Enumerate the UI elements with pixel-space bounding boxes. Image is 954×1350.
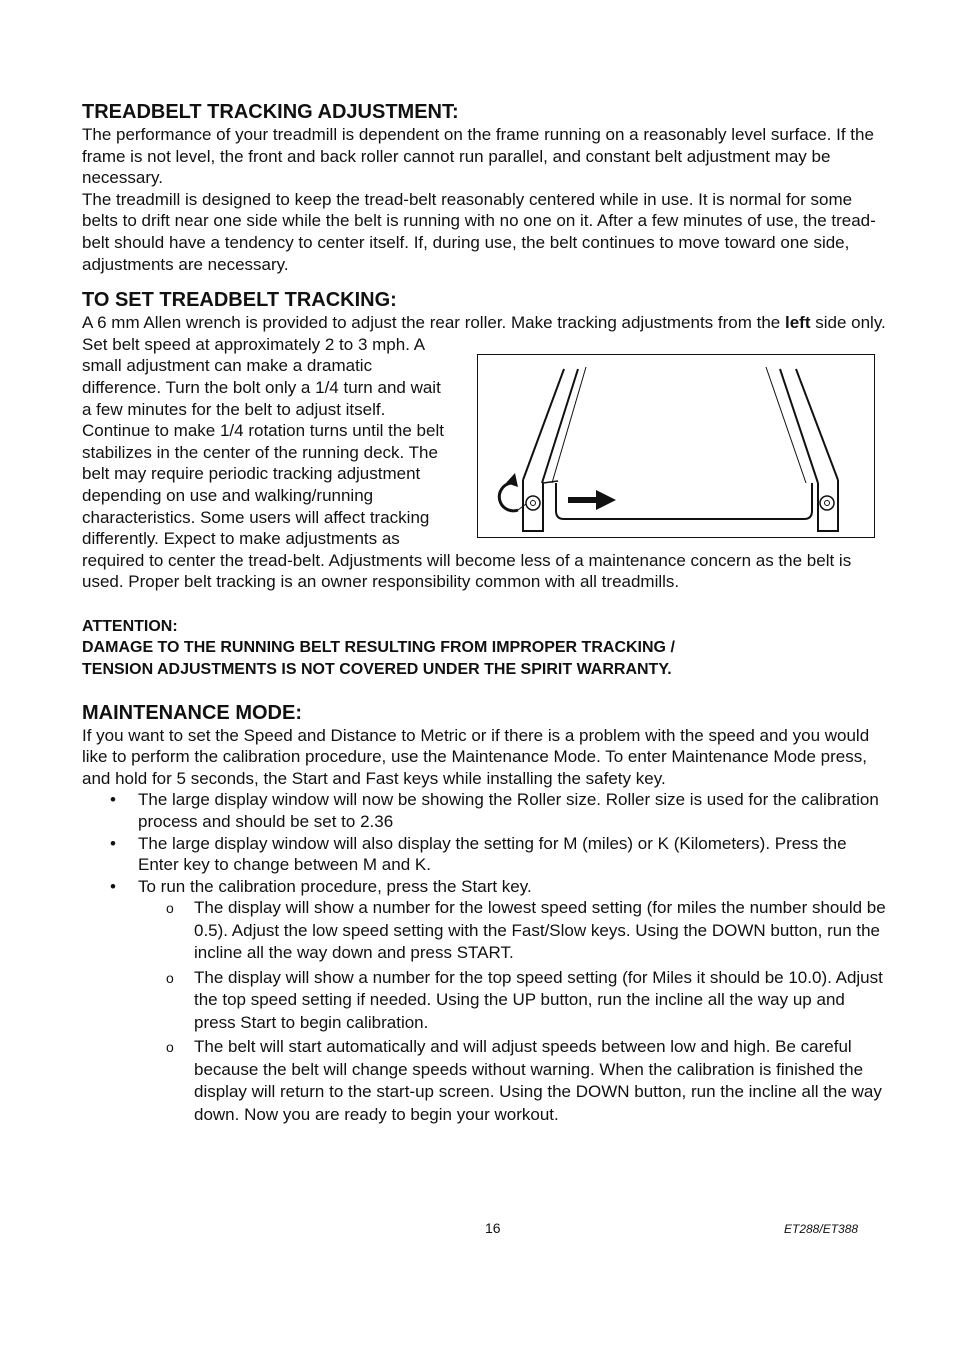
right-rail-outer [796, 369, 838, 480]
tracking-para-1: The performance of your treadmill is dependent on the frame running on a reasonably level surface. If the frame is not level, the front and back roller cannot run parallel, and constant belt adjustment may be necessary. [82, 125, 874, 188]
page-number: 16 [485, 1220, 501, 1236]
list-item: o The belt will start automatically and will adjust speeds between low and high. Be careful because the belt will change speeds without warning. When the calibration is finished the display will return to the start-up screen. Using the DOWN button, run the incline all the way down. Now you are ready to begin your workout. [82, 1036, 887, 1126]
left-cap-top [543, 481, 558, 483]
attention-block [82, 616, 887, 681]
right-bolt-center [825, 500, 830, 505]
calibration-steps-list [82, 897, 887, 1126]
list-item: • To run the calibration procedure, press the Start key. [82, 876, 887, 898]
left-rail-inner [542, 369, 578, 483]
set-tracking-text-b: side only. Set belt speed at approximately 2 to 3 mph. A small adjustment can make a dramatic difference. Turn the bolt only a 1/4 turn and wait a few minutes for the belt to adjust itself. Continue to make 1/4 rotation turns until the belt stabilizes in the center of the running deck. The belt may require periodic tracking adjustment depending on use and walking/running characteristics. Some users will affect tracking differently. Expect to make adjustments as required to center the tread-belt. Adjustments will become less of a maintenance concern as the belt is used. Proper belt tracking is an owner responsibility common with all treadmills. [82, 313, 886, 592]
left-bolt-center [531, 500, 536, 505]
tracking-para-2: The treadmill is designed to keep the tread-belt reasonably centered while in use. It is normal for some belts to drift near one side while the belt is running with no one on it. After a few minutes of use, the tread-belt should have a tendency to center itself. If, during use, the belt continues to move toward one side, adjustments are necessary. [82, 189, 876, 274]
list-item: o The display will show a number for the top speed setting (for Miles it should be 10.0). Adjust the top speed setting if needed. Using the UP button, run the incline all the way up and press Start to begin calibration. [82, 967, 887, 1035]
set-tracking-paragraph [82, 312, 887, 593]
rear-roller-diagram [477, 354, 875, 538]
manual-page [82, 100, 887, 1128]
direction-arrow-right-icon [596, 490, 616, 510]
maintenance-mode-heading: MAINTENANCE MODE: [82, 701, 302, 724]
right-rail-inner [780, 369, 818, 483]
list-item: • The large display window will now be showing the Roller size. Roller size is used for the calibration process and should be set to 2.36 [82, 789, 887, 832]
set-tracking-text-a: A 6 mm Allen wrench is provided to adjust the rear roller. Make tracking adjustments from the [82, 313, 785, 333]
maintenance-bullet-list [82, 789, 887, 897]
model-number: ET288/ET388 [784, 1222, 859, 1236]
left-adjust-bolt [526, 496, 540, 510]
maintenance-intro: If you want to set the Speed and Distance to Metric or if there is a problem with the speed and you would like to perform the calibration procedure, use the Maintenance Mode. To enter Maintenance Mode press, and hold for 5 seconds, the Start and Fast keys while installing the safety key. [82, 725, 870, 788]
list-item: • The large display window will also display the setting for M (miles) or K (Kilometers). Press the Enter key to change between M and K. [82, 833, 887, 876]
attention-label: ATTENTION: [82, 617, 178, 635]
tracking-adjustment-heading: TREADBELT TRACKING ADJUSTMENT: [82, 101, 459, 123]
left-bold-word: left [785, 313, 811, 333]
list-item: o The display will show a number for the lowest speed setting (for miles the number should be 0.5). Adjust the low speed setting with the Fast/Slow keys. Using the DOWN button, run the incline all the way down and press START. [82, 897, 887, 965]
left-rail-edge [552, 367, 586, 483]
direction-arrow-shaft [568, 497, 598, 503]
attention-line-1: DAMAGE TO THE RUNNING BELT RESULTING FROM IMPROPER TRACKING / [82, 639, 675, 657]
attention-line-2: TENSION ADJUSTMENTS IS NOT COVERED UNDER THE SPIRIT WARRANTY. [82, 661, 672, 679]
right-adjust-bolt [820, 496, 834, 510]
rotate-clockwise-icon [499, 483, 518, 511]
rear-roller-illustration [478, 355, 874, 537]
set-tracking-heading: TO SET TREADBELT TRACKING: [82, 289, 397, 312]
